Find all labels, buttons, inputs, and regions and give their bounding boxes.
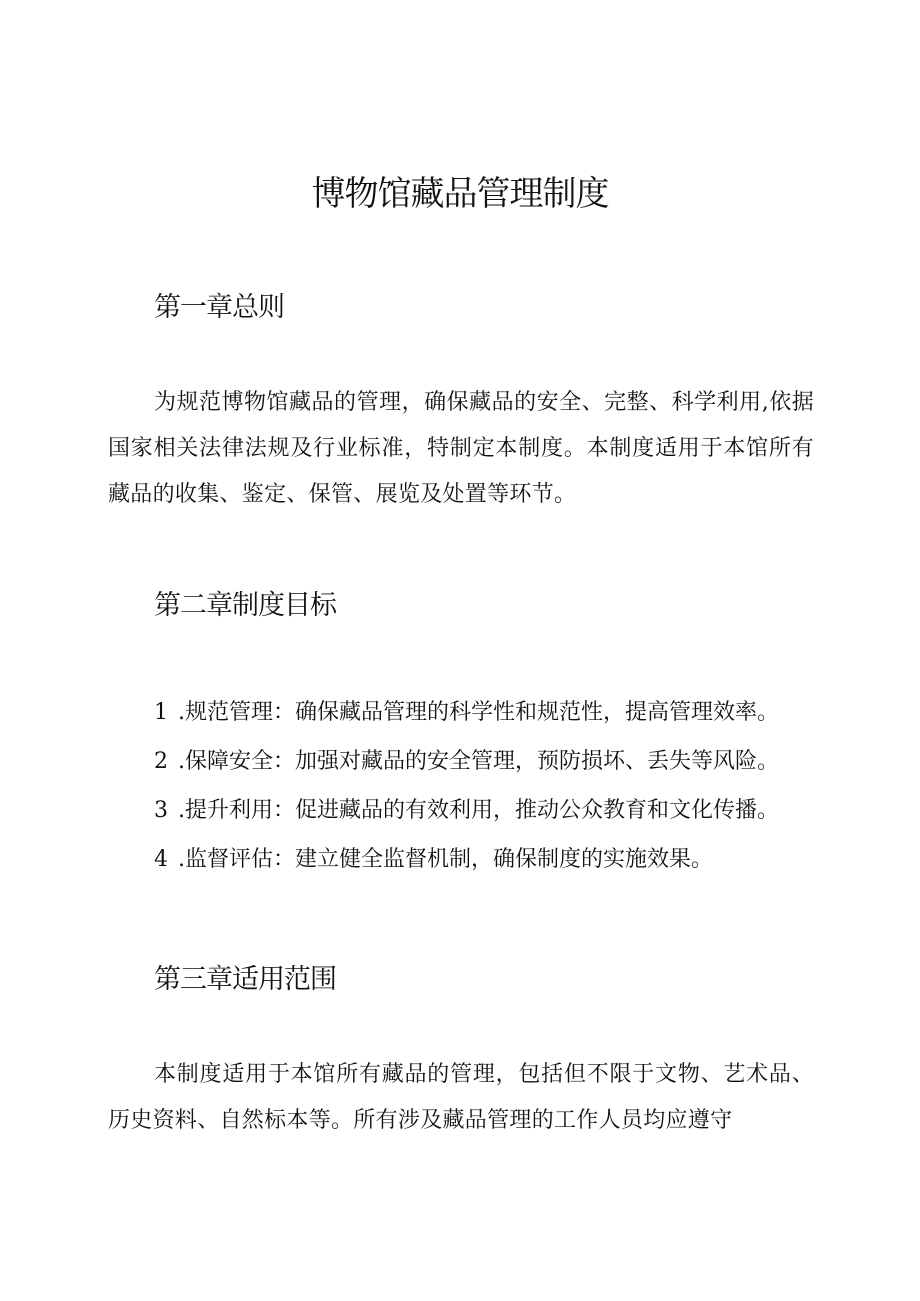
- chapter-1-paragraph: 为规范博物馆藏品的管理，确保藏品的安全、完整、科学利用,依据国家相关法律法规及行业标准，特制定本制度。本制度适用于本馆所有藏品的收集、鉴定、保管、展览及处置等环节。: [108, 390, 814, 507]
- list-item-number: 2: [154, 749, 168, 774]
- list-item-number: 3: [154, 798, 168, 823]
- list-item-text: .提升利用：促进藏品的有效利用，推动公众教育和文化传播。: [178, 798, 779, 823]
- list-item-number: 4: [154, 847, 168, 872]
- list-item-number: 1: [154, 700, 168, 725]
- objectives-list: [154, 688, 779, 884]
- document-title: 博物馆藏品管理制度: [311, 174, 609, 214]
- chapter-3-paragraph: 本制度适用于本馆所有藏品的管理，包括但不限于文物、艺术品、历史资料、自然标本等。所有涉及藏品管理的工作人员均应遵守: [108, 1062, 814, 1133]
- list-item-text: .规范管理：确保藏品管理的科学性和规范性，提高管理效率。: [178, 700, 779, 725]
- chapter-3-heading: 第三章适用范围: [154, 964, 336, 995]
- list-item: [154, 737, 779, 786]
- list-item: [154, 786, 779, 835]
- list-item-text: .监督评估：建立健全监督机制，确保制度的实施效果。: [178, 847, 713, 872]
- chapter-2-heading: 第二章制度目标: [154, 590, 336, 621]
- list-item-text: .保障安全：加强对藏品的安全管理，预防损坏、丢失等风险。: [178, 749, 779, 774]
- list-item: [154, 835, 779, 884]
- list-item: [154, 688, 779, 737]
- chapter-1-heading: 第一章总则: [154, 292, 284, 323]
